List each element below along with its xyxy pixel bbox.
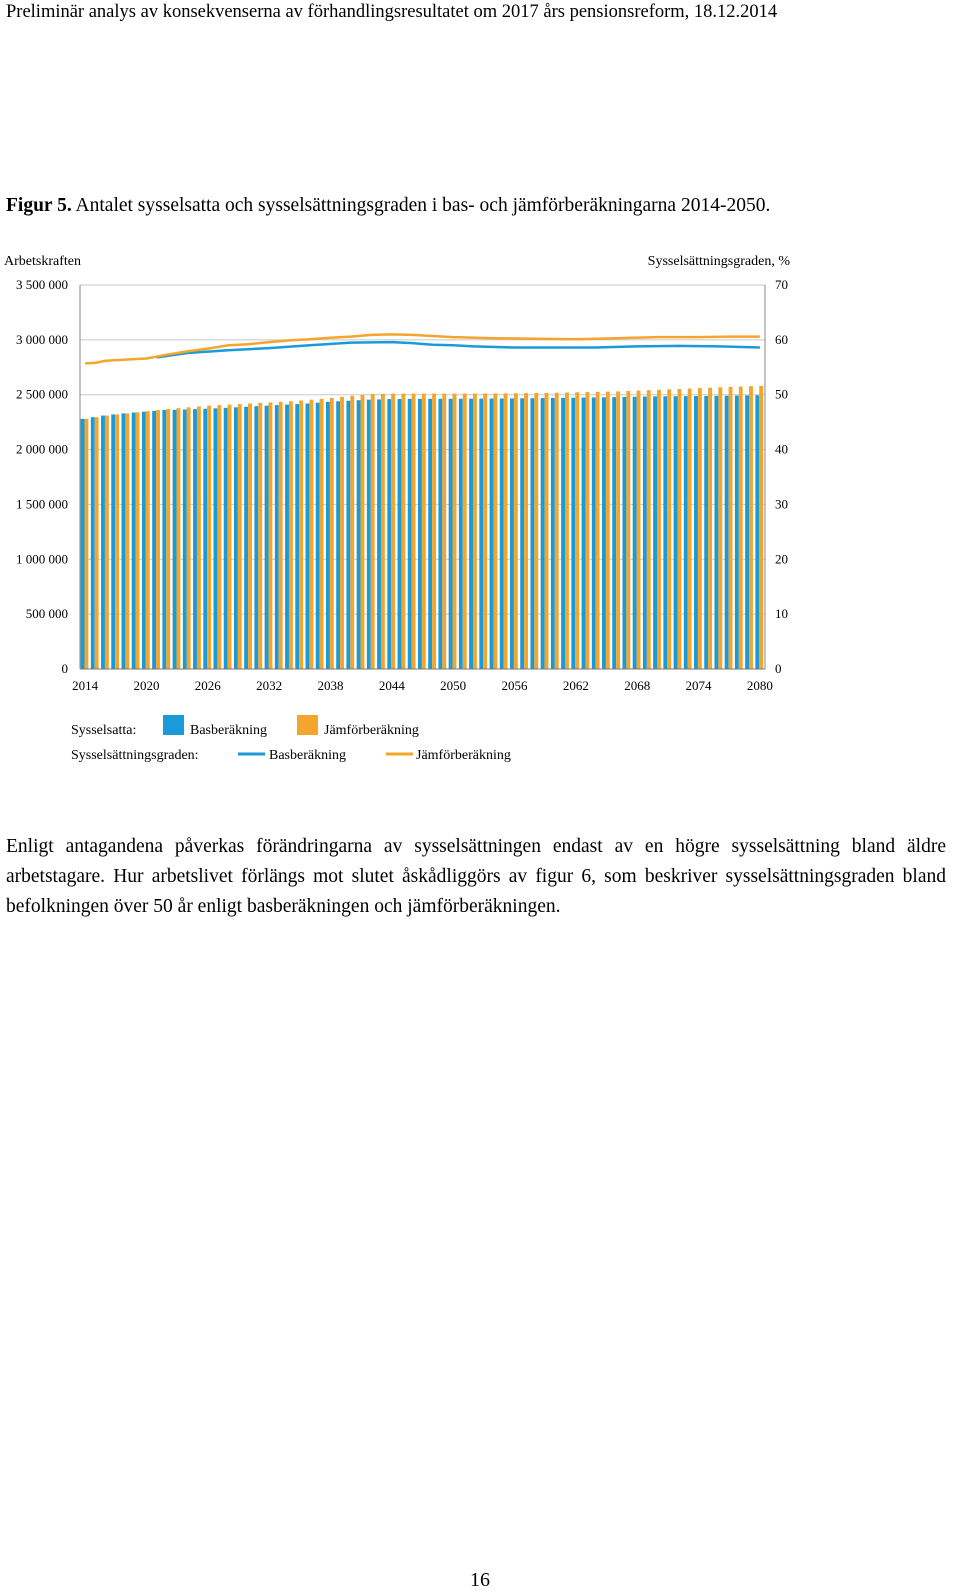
bar-basberakning bbox=[643, 397, 647, 669]
bar-jamforberakning bbox=[136, 412, 140, 669]
bar-jamforberakning bbox=[667, 389, 671, 669]
bar-jamforberakning bbox=[330, 398, 334, 669]
bar-jamforberakning bbox=[473, 394, 477, 669]
bar-basberakning bbox=[203, 409, 207, 669]
bar-basberakning bbox=[173, 410, 177, 669]
bar-basberakning bbox=[490, 399, 494, 669]
bar-jamforberakning bbox=[585, 392, 589, 669]
y-left-tick-label: 500 000 bbox=[25, 606, 68, 622]
bar-basberakning bbox=[101, 416, 105, 669]
bar-basberakning bbox=[459, 399, 463, 669]
bar-jamforberakning bbox=[575, 392, 579, 669]
bar-basberakning bbox=[254, 406, 258, 669]
right-axis-title: Sysselsättningsgraden, % bbox=[647, 254, 790, 269]
bar-basberakning bbox=[582, 398, 586, 669]
bar-basberakning bbox=[714, 396, 718, 669]
line-jamforberakning bbox=[85, 334, 760, 363]
bar-jamforberakning bbox=[545, 393, 549, 669]
bar-basberakning bbox=[674, 396, 678, 669]
bar-jamforberakning bbox=[115, 414, 119, 669]
y-left-tick-label: 2 000 000 bbox=[16, 441, 68, 457]
y-right-tick-label: 40 bbox=[775, 441, 788, 457]
bar-basberakning bbox=[142, 412, 146, 669]
bar-basberakning bbox=[295, 404, 299, 669]
x-tick-label: 2050 bbox=[440, 678, 467, 693]
bar-jamforberakning bbox=[228, 405, 232, 669]
x-tick-label: 2026 bbox=[194, 678, 221, 693]
y-left-tick-label: 2 500 000 bbox=[16, 386, 68, 402]
bar-jamforberakning bbox=[442, 394, 446, 669]
y-right-tick-label: 50 bbox=[775, 386, 788, 402]
bar-jamforberakning bbox=[248, 403, 252, 669]
x-tick-label: 2056 bbox=[501, 678, 528, 693]
bar-jamforberakning bbox=[166, 409, 170, 669]
bar-basberakning bbox=[704, 396, 708, 669]
x-tick-label: 2044 bbox=[378, 678, 405, 693]
bar-jamforberakning bbox=[197, 407, 201, 669]
bar-basberakning bbox=[541, 398, 545, 669]
legend-bar-basberakning-label: Basberäkning bbox=[190, 723, 267, 738]
bar-jamforberakning bbox=[258, 403, 262, 669]
legend-sysselsattningsgraden-label: Sysselsättningsgraden: bbox=[71, 748, 199, 763]
figure-caption bbox=[6, 195, 770, 217]
bar-jamforberakning bbox=[125, 413, 129, 669]
bar-jamforberakning bbox=[534, 393, 538, 669]
bar-basberakning bbox=[336, 401, 340, 669]
bar-jamforberakning bbox=[309, 400, 313, 669]
paragraph-sentence-1: Enligt antagandena påverkas förändringarna av sysselsättningen endast av en högre sysselsättning bland äldre arbetstagare. bbox=[6, 836, 946, 887]
bar-jamforberakning bbox=[95, 417, 99, 669]
bar-basberakning bbox=[214, 408, 218, 669]
y-right-tick-label: 70 bbox=[775, 277, 788, 292]
bar-jamforberakning bbox=[606, 392, 610, 669]
bar-basberakning bbox=[449, 399, 453, 669]
bar-jamforberakning bbox=[596, 392, 600, 669]
bar-basberakning bbox=[612, 397, 616, 669]
y-left-tick-label: 1 000 000 bbox=[16, 551, 68, 567]
bar-basberakning bbox=[663, 396, 667, 669]
bar-jamforberakning bbox=[361, 395, 365, 669]
bar-basberakning bbox=[755, 395, 759, 669]
bar-jamforberakning bbox=[688, 389, 692, 669]
bar-basberakning bbox=[377, 399, 381, 669]
bar-basberakning bbox=[653, 396, 657, 669]
bar-basberakning bbox=[183, 410, 187, 669]
legend-swatch-jamforberakning bbox=[297, 715, 318, 735]
bar-jamforberakning bbox=[565, 392, 569, 669]
bar-jamforberakning bbox=[718, 387, 722, 669]
bar-jamforberakning bbox=[514, 393, 518, 669]
bar-basberakning bbox=[193, 409, 197, 669]
y-right-tick-label: 60 bbox=[775, 331, 788, 347]
bar-basberakning bbox=[224, 408, 228, 669]
bar-basberakning bbox=[561, 398, 565, 669]
bar-jamforberakning bbox=[412, 394, 416, 669]
bar-basberakning bbox=[418, 399, 422, 669]
employment-chart bbox=[0, 245, 820, 780]
bar-jamforberakning bbox=[504, 393, 508, 669]
bar-jamforberakning bbox=[483, 393, 487, 669]
bar-jamforberakning bbox=[729, 387, 733, 669]
bar-basberakning bbox=[387, 399, 391, 669]
bar-jamforberakning bbox=[698, 388, 702, 669]
y-left-tick-label: 3 000 000 bbox=[16, 331, 68, 347]
x-tick-label: 2080 bbox=[746, 678, 773, 693]
page-number: 16 bbox=[470, 1569, 490, 1591]
bar-jamforberakning bbox=[759, 386, 763, 669]
bar-jamforberakning bbox=[340, 397, 344, 669]
bar-basberakning bbox=[520, 398, 524, 669]
bar-basberakning bbox=[367, 400, 371, 669]
bar-basberakning bbox=[510, 398, 514, 669]
x-tick-label: 2062 bbox=[562, 678, 589, 693]
bar-jamforberakning bbox=[217, 405, 221, 669]
bar-jamforberakning bbox=[371, 394, 375, 669]
bar-basberakning bbox=[592, 397, 596, 669]
bar-jamforberakning bbox=[391, 394, 395, 669]
y-right-tick-label: 10 bbox=[775, 606, 788, 622]
bar-basberakning bbox=[684, 396, 688, 669]
bar-basberakning bbox=[122, 413, 126, 669]
y-right-tick-label: 30 bbox=[775, 496, 788, 512]
bar-jamforberakning bbox=[84, 419, 88, 669]
bar-basberakning bbox=[152, 411, 156, 669]
bar-jamforberakning bbox=[105, 416, 109, 669]
y-left-tick-label: 0 bbox=[61, 661, 68, 676]
bar-basberakning bbox=[275, 405, 279, 669]
bar-basberakning bbox=[234, 407, 238, 669]
bar-basberakning bbox=[265, 406, 269, 669]
bar-basberakning bbox=[346, 401, 350, 669]
bar-basberakning bbox=[530, 398, 534, 669]
legend-line-jamforberakning-label: Jämförberäkning bbox=[416, 748, 511, 763]
bar-jamforberakning bbox=[555, 393, 559, 669]
x-tick-label: 2038 bbox=[317, 678, 344, 693]
bar-basberakning bbox=[428, 399, 432, 669]
bar-basberakning bbox=[357, 400, 361, 669]
left-axis-title: Arbetskraften bbox=[4, 254, 81, 269]
bar-basberakning bbox=[694, 396, 698, 669]
bar-jamforberakning bbox=[708, 388, 712, 669]
bar-jamforberakning bbox=[432, 394, 436, 669]
chart-lines bbox=[85, 334, 760, 363]
bar-jamforberakning bbox=[187, 407, 191, 669]
bar-jamforberakning bbox=[279, 402, 283, 669]
bar-jamforberakning bbox=[156, 410, 160, 669]
bar-jamforberakning bbox=[626, 391, 630, 669]
bar-jamforberakning bbox=[657, 390, 661, 669]
bar-jamforberakning bbox=[616, 391, 620, 669]
bar-basberakning bbox=[326, 402, 330, 669]
bar-basberakning bbox=[500, 398, 504, 669]
x-tick-label: 2068 bbox=[624, 678, 651, 693]
bar-basberakning bbox=[244, 407, 248, 669]
bar-jamforberakning bbox=[463, 394, 467, 669]
chart-legend bbox=[71, 715, 511, 763]
bar-jamforberakning bbox=[320, 399, 324, 669]
bar-basberakning bbox=[602, 397, 606, 669]
legend-bar-jamforberakning-label: Jämförberäkning bbox=[324, 723, 419, 738]
bar-jamforberakning bbox=[350, 396, 354, 669]
bar-basberakning bbox=[81, 419, 85, 669]
bar-basberakning bbox=[162, 410, 166, 669]
bar-jamforberakning bbox=[453, 394, 457, 669]
x-tick-label: 2014 bbox=[72, 678, 99, 693]
bar-basberakning bbox=[745, 395, 749, 669]
bar-basberakning bbox=[408, 399, 412, 669]
bar-basberakning bbox=[316, 403, 320, 669]
bar-jamforberakning bbox=[401, 394, 405, 669]
y-right-tick-label: 20 bbox=[775, 551, 788, 567]
bar-basberakning bbox=[132, 413, 136, 669]
bar-basberakning bbox=[285, 405, 289, 669]
page-header: Preliminär analys av konsekvenserna av förhandlingsresultatet om 2017 års pensionsreform, 18.12.2014 bbox=[6, 2, 778, 22]
bar-basberakning bbox=[633, 397, 637, 669]
bar-basberakning bbox=[735, 396, 739, 669]
bar-jamforberakning bbox=[647, 390, 651, 669]
bar-basberakning bbox=[111, 414, 115, 669]
bar-basberakning bbox=[622, 397, 626, 669]
bar-basberakning bbox=[725, 396, 729, 669]
body-paragraph bbox=[6, 832, 946, 922]
bar-basberakning bbox=[398, 399, 402, 669]
bar-jamforberakning bbox=[207, 406, 211, 669]
bar-basberakning bbox=[551, 398, 555, 669]
paragraph-sentence-2: Hur arbetslivet förlängs mot slutet åskådliggörs av figur 6, som beskriver sysselsättningsgraden bland befolkningen över 50 år enligt basberäkningen och jämförberäkningen. bbox=[6, 866, 946, 917]
bar-jamforberakning bbox=[177, 408, 181, 669]
bar-jamforberakning bbox=[677, 389, 681, 669]
x-tick-label: 2032 bbox=[256, 678, 283, 693]
legend-sysselsatta-label: Sysselsatta: bbox=[71, 723, 137, 738]
bar-jamforberakning bbox=[238, 404, 242, 669]
bar-jamforberakning bbox=[299, 400, 303, 669]
bar-jamforberakning bbox=[524, 393, 528, 669]
y-left-tick-label: 1 500 000 bbox=[16, 496, 68, 512]
y-left-tick-label: 3 500 000 bbox=[16, 277, 68, 292]
bar-basberakning bbox=[571, 398, 575, 669]
bar-basberakning bbox=[479, 399, 483, 669]
bar-jamforberakning bbox=[381, 394, 385, 669]
bar-jamforberakning bbox=[269, 402, 273, 669]
chart-bars bbox=[81, 386, 764, 669]
bar-jamforberakning bbox=[749, 386, 753, 669]
legend-swatch-basberakning bbox=[163, 715, 184, 735]
legend-line-basberakning-label: Basberäkning bbox=[269, 748, 346, 763]
y-right-tick-label: 0 bbox=[775, 661, 782, 676]
bar-jamforberakning bbox=[146, 411, 150, 669]
bar-jamforberakning bbox=[637, 391, 641, 669]
bar-jamforberakning bbox=[739, 386, 743, 669]
bar-basberakning bbox=[306, 403, 310, 669]
x-tick-label: 2074 bbox=[685, 678, 712, 693]
figure-label: Figur 5. bbox=[6, 195, 72, 216]
bar-basberakning bbox=[91, 417, 95, 669]
bar-basberakning bbox=[469, 399, 473, 669]
bar-jamforberakning bbox=[289, 401, 293, 669]
bar-basberakning bbox=[438, 399, 442, 669]
figure-caption-text: Antalet sysselsatta och sysselsättningsgraden i bas- och jämförberäkningarna 2014-2050. bbox=[71, 195, 771, 216]
bar-jamforberakning bbox=[422, 394, 426, 669]
bar-jamforberakning bbox=[493, 393, 497, 669]
x-tick-label: 2020 bbox=[133, 678, 160, 693]
